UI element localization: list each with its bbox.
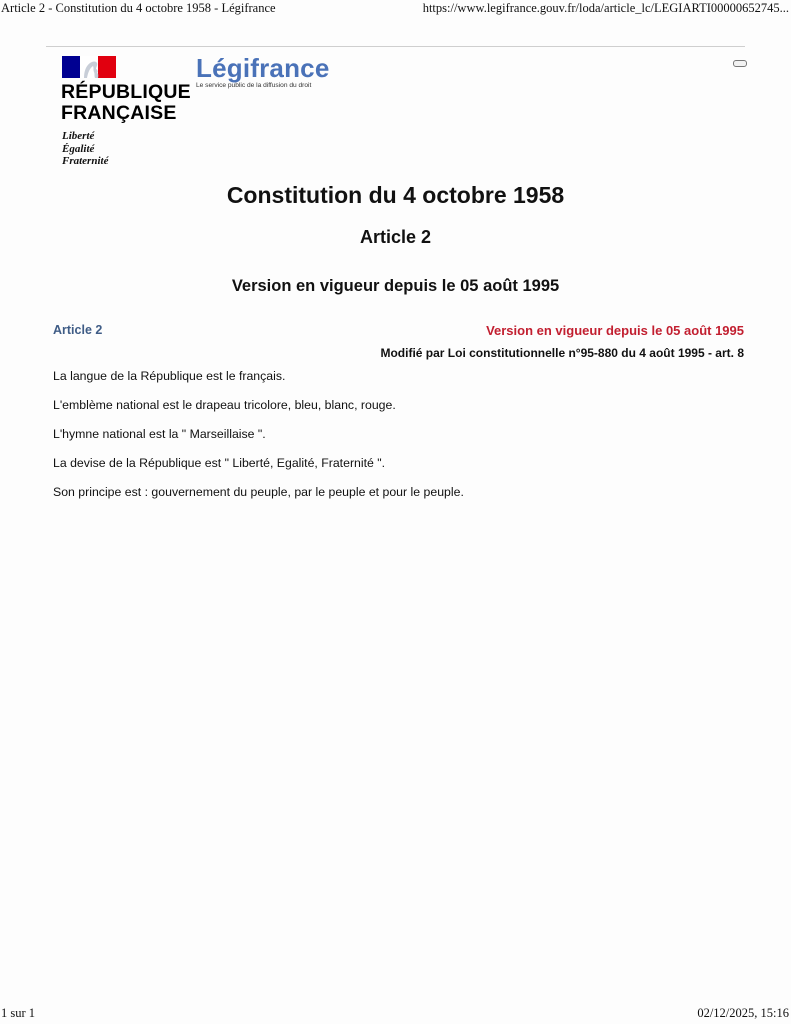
article-paragraph: L'emblème national est le drapeau tricolore, bleu, blanc, rouge.: [53, 398, 396, 412]
page-title: Constitution du 4 octobre 1958: [226, 182, 565, 208]
header-divider: [46, 46, 745, 47]
article-body: [53, 368, 743, 513]
article-version-status: Version en vigueur depuis le 05 août 1995: [486, 323, 744, 338]
print-header: [0, 0, 791, 18]
article-paragraph: L'hymne national est la " Marseillaise ".: [53, 427, 266, 441]
motto-fraternite: Fraternité: [62, 155, 109, 167]
print-page-title: Article 2 - Constitution du 4 octobre 1958 - Légifrance: [1, 1, 276, 15]
article-heading: Article 2: [359, 227, 432, 247]
article-label-link[interactable]: Article 2: [53, 323, 103, 337]
print-footer: [0, 1006, 791, 1024]
republique-line-1: RÉPUBLIQUE: [61, 81, 191, 103]
site-name: Légifrance: [196, 53, 330, 83]
marianne-logo-icon: [62, 56, 116, 78]
print-page-url: https://www.legifrance.gouv.fr/loda/article_lc/LEGIARTI00000652745...: [422, 1, 789, 15]
motto-liberte: Liberté: [62, 130, 95, 142]
version-heading: Version en vigueur depuis le 05 août 1995: [231, 277, 560, 295]
site-tagline: Le service public de la diffusion du droit: [196, 82, 312, 89]
article-paragraph: La langue de la République est le français.: [53, 369, 286, 383]
republique-francaise-wordmark: [61, 82, 191, 124]
print-datetime: 02/12/2025, 15:16: [697, 1006, 789, 1020]
print-page-number: 1 sur 1: [1, 1006, 36, 1020]
menu-toggle-icon[interactable]: [733, 60, 747, 67]
republique-line-2: FRANÇAISE: [61, 102, 177, 124]
republic-motto: [62, 130, 108, 168]
legifrance-logo[interactable]: [196, 54, 330, 89]
article-modified-by-link[interactable]: Modifié par Loi constitutionnelle n°95-880 du 4 août 1995 - art. 8: [380, 346, 744, 360]
article-paragraph: Son principe est : gouvernement du peuple, par le peuple et pour le peuple.: [53, 485, 464, 499]
article-paragraph: La devise de la République est " Liberté, Egalité, Fraternité ".: [53, 456, 386, 470]
motto-egalite: Égalité: [62, 142, 95, 155]
